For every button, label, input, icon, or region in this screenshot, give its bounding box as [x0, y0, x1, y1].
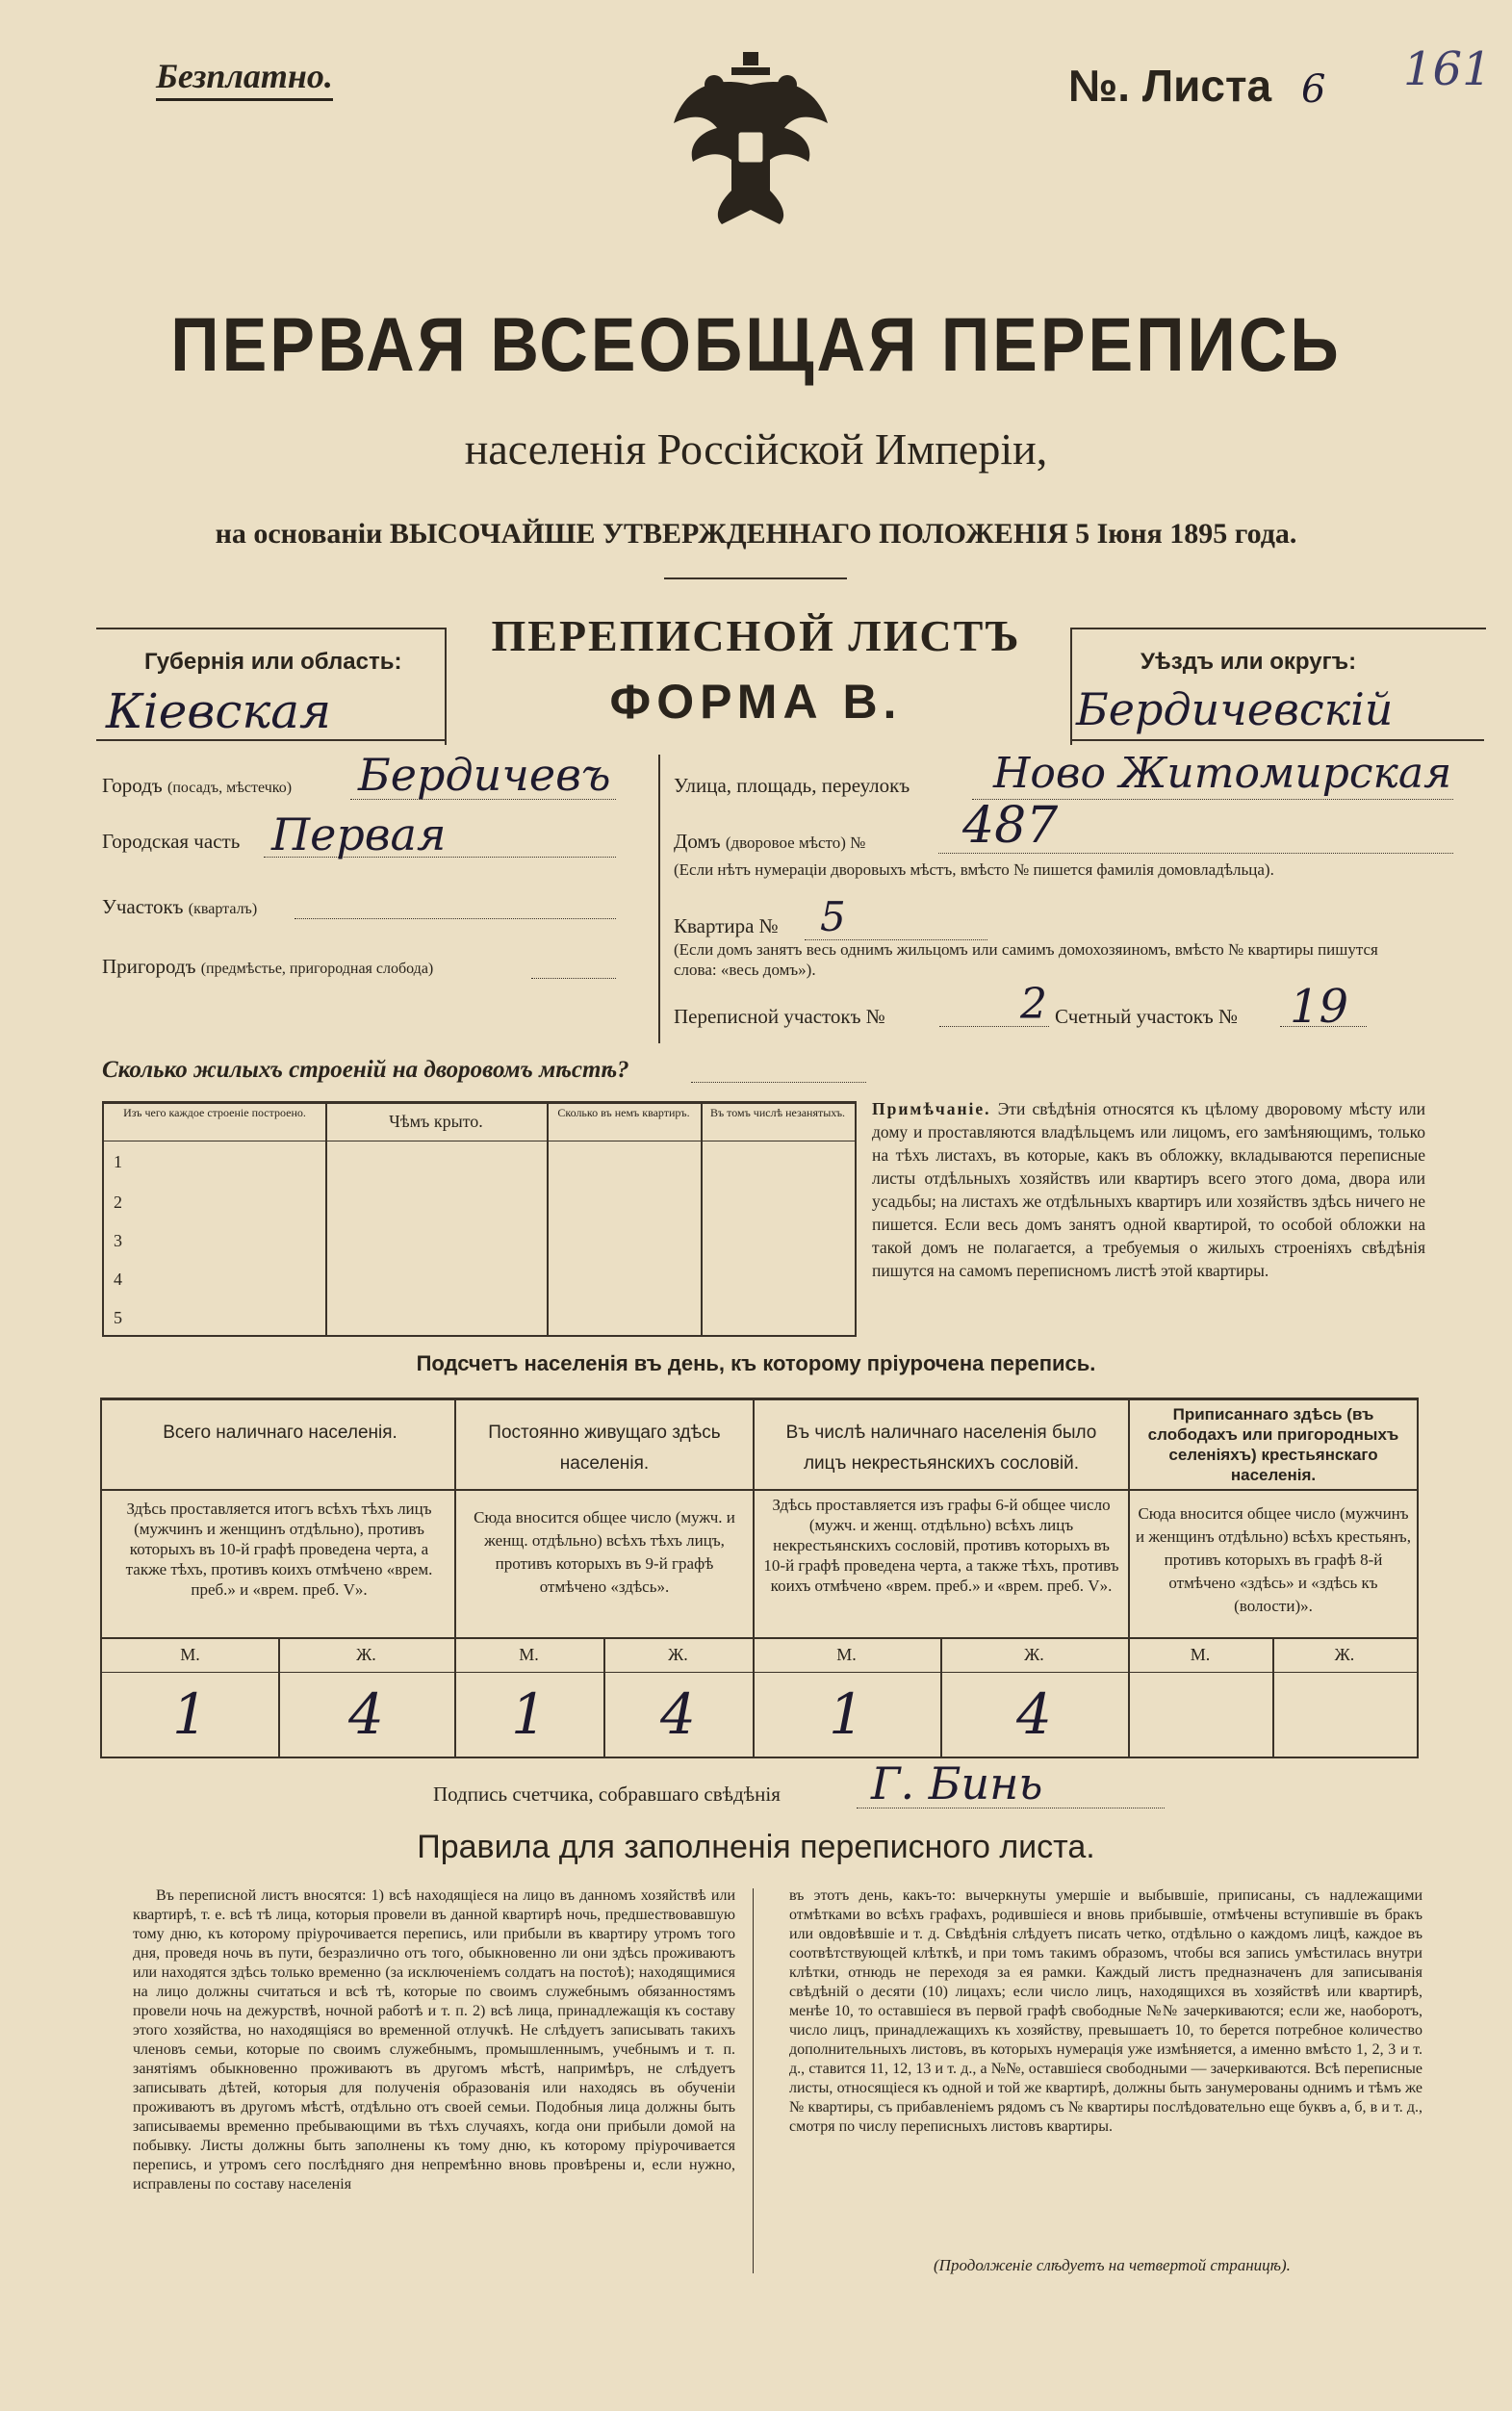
sheet-number-label: №. Листа — [1068, 61, 1272, 111]
signature-value: Г. Бинь — [871, 1757, 1043, 1809]
buildings-header-vacant: Въ томъ числѣ незанятыхъ. — [709, 1106, 846, 1119]
part-label: Городская часть — [102, 830, 241, 853]
suburb-label: Пригородъ — [102, 955, 196, 978]
pop-col2-m-value: 1 — [511, 1681, 547, 1747]
rules-title: Правила для заполненія переписного листа. — [417, 1829, 1095, 1865]
signature-label: Подпись счетчика, собравшаго свѣдѣнія — [433, 1783, 781, 1806]
rules-continued: (Продолженіе слѣдуетъ на четвертой страницѣ). — [934, 2256, 1291, 2274]
census-district-value: 2 — [1020, 980, 1047, 1029]
uezd-label: Уѣздъ или округъ: — [1140, 649, 1357, 675]
house-label: Домъ — [674, 830, 721, 853]
pop-col1-head: Всего наличнаго населенія. — [163, 1423, 397, 1443]
buildings-header-apartments: Сколько въ немъ квартиръ. — [557, 1106, 690, 1119]
gubernia-label: Губернія или область: — [144, 649, 402, 675]
basis-line: на основаніи ВЫСОЧАЙШЕ УТВЕРЖДЕННАГО ПОЛОЖЕНІЯ 5 Іюня 1895 года. — [215, 518, 1297, 550]
suburb-hint: (предмѣстье, пригородная слобода) — [200, 961, 434, 977]
pop-col4-head: Приписаннаго здѣсь (въ слободахъ или пригородныхъ селеніяхъ) крестьянскаго населенія. — [1147, 1405, 1399, 1484]
count-district-value: 19 — [1290, 980, 1349, 1034]
pop-col3-f-label: Ж. — [1024, 1645, 1044, 1664]
main-title: ПЕРВАЯ ВСЕОБЩАЯ ПЕРЕПИСЬ — [170, 302, 1342, 387]
title-divider — [664, 577, 847, 579]
sheet-number-value: 6 — [1301, 67, 1326, 112]
pop-col2-head: Постоянно живущаго здѣсь населенія. — [488, 1423, 721, 1474]
pop-col2-f-label: Ж. — [668, 1645, 688, 1664]
archive-number: 161 — [1403, 42, 1492, 96]
buildings-row-5: 5 — [114, 1308, 122, 1327]
pop-mf-label-divider — [102, 1672, 1417, 1673]
census-district-label: Переписной участокъ № — [674, 1005, 885, 1028]
city-value: Бердичевъ — [358, 749, 611, 801]
census-line — [939, 1026, 1049, 1027]
pop-col3-m-value: 1 — [829, 1681, 864, 1747]
buildings-note-head: Примѣчаніе. — [872, 1099, 991, 1118]
apt-label: Квартира № — [674, 914, 779, 937]
free-label: Безплатно. — [156, 56, 333, 101]
house-field — [674, 830, 865, 854]
suburb-field — [102, 955, 433, 979]
pop-col1-f-label: Ж. — [356, 1645, 376, 1664]
buildings-question-line — [691, 1082, 866, 1083]
pop-col2-m-label: М. — [519, 1645, 539, 1664]
buildings-row-4: 4 — [114, 1270, 122, 1289]
district-hint: (кварталъ) — [188, 901, 258, 917]
gubernia-value: Кіевская — [106, 683, 332, 739]
buildings-header-roof: Чѣмъ крыто. — [389, 1112, 483, 1131]
double-headed-eagle-emblem — [654, 46, 847, 239]
house-value: 487 — [962, 797, 1059, 855]
form-name: ФОРМА В. — [609, 675, 903, 729]
district-label: Участокъ — [102, 895, 184, 918]
pop-col4-desc: Сюда вносится общее число (мужчинъ и женщинъ отдѣльно) всѣхъ крестьянъ, противъ которыхъ въ графѣ 8-й отмѣчено «здѣсь» и «здѣсь къ (волости)». — [1136, 1504, 1411, 1615]
address-divider — [658, 755, 660, 1043]
pop-col2-f-value: 4 — [660, 1681, 696, 1747]
buildings-note-text: Эти свѣдѣнія относятся къ цѣлому дворовому мѣсту или дому и проставляются владѣльцемъ или лицомъ, его замѣняющимъ, только на тѣхъ листахъ, въ которые, какъ въ обложку, вкладываются переписные листы отдѣльныхъ хозяйствъ или квартиръ всего этого дома, двора или усадьбы; на листахъ же отдѣльныхъ квартиръ или хозяйствъ здѣсь ничего не пишется. Если весь домъ занятъ одной квартирой, то особой обложки на такой домъ не полагается, а требуемыя о жилыхъ строеніяхъ свѣдѣнія пишутся на самомъ переписномъ листѣ этой квартиры. — [872, 1099, 1426, 1280]
buildings-question: Сколько жилыхъ строеній на дворовомъ мѣстѣ? — [102, 1057, 629, 1083]
buildings-row-2: 2 — [114, 1193, 122, 1212]
buildings-header-material: Изъ чего каждое строеніе построено. — [123, 1106, 306, 1119]
pop-col2-desc: Сюда вносится общее число (мужч. и женщ. отдѣльно) всѣхъ тѣхъ лицъ, противъ которыхъ въ 9-й графѣ отмѣчено «здѣсь». — [474, 1508, 735, 1596]
part-value: Первая — [271, 808, 447, 860]
buildings-note — [872, 1097, 1425, 1282]
gubernia-underline — [96, 739, 445, 741]
city-field — [102, 774, 292, 798]
city-label: Городъ — [102, 774, 163, 797]
pop-mf-divider — [102, 1637, 1417, 1639]
district-field — [102, 895, 257, 919]
uezd-value: Бердичевскій — [1076, 683, 1394, 735]
apt-note: (Если домъ занятъ весь однимъ жильцомъ или самимъ домохозяиномъ, вмѣсто № квартиры пишутся слова: «весь домъ»). — [674, 940, 1378, 979]
rules-column-divider — [753, 1888, 754, 2273]
pop-col1-m-value: 1 — [172, 1681, 208, 1747]
pop-col1-f-value: 4 — [348, 1681, 384, 1747]
city-line — [350, 799, 616, 800]
sub-title: населенія Россійской Имперіи, — [464, 424, 1048, 474]
buildings-col-divider-2 — [547, 1104, 549, 1335]
population-title: Подсчетъ населенія въ день, къ которому пріурочена перепись. — [416, 1351, 1096, 1375]
street-value: Ново Житомирская — [993, 749, 1452, 798]
buildings-table — [102, 1101, 857, 1337]
pop-col3-m-label: М. — [836, 1645, 857, 1664]
buildings-col-divider-1 — [325, 1104, 327, 1335]
city-hint: (посадъ, мѣстечко) — [167, 780, 293, 796]
buildings-col-divider-3 — [701, 1104, 703, 1335]
pop-col4-f-label: Ж. — [1334, 1645, 1355, 1664]
rules-right-column: въ этотъ день, какъ-то: вычеркнуты умершіе и выбывшіе, приписаны, съ надлежащими отмѣтками во всѣхъ графахъ, родившіеся и вновь прибывшіе, отмѣчены вступившіе въ бракъ или овдовѣвшіе и т. д. Свѣдѣнія слѣдуетъ писать четко, отдѣльно о каждомъ лицѣ, каждое въ соотвѣтствующей клѣткѣ, и при томъ такимъ образомъ, чтобы вся запись умѣстилась внутри клѣтки, отнюдь не переходя за ея рамки. Каждый листъ предназначенъ для записыванія свѣдѣній о десяти (10) лицахъ; если число лицъ, находящихся въ хозяйствѣ или квартирѣ, менѣе 10, то оставшіеся въ первой графѣ свободные №№ зачеркиваются; если же, наоборотъ, число лицъ, принадлежащихъ къ хозяйству, превышаетъ 10, то берется потребное количество дополнительныхъ листовъ, въ которыхъ нумерація уже измѣняется, а именно вмѣсто 1, 2, 3 и т. д., ставится 11, 12, 13 и т. д., а №№, оставшіеся свободными — зачеркиваются. Всѣ переписные листы, относящіеся къ одной и той же квартирѣ, должны быть занумерованы однимъ и тѣмъ же № квартиры, съ прибавленіемъ рядомъ съ № квартиры послѣдовательно еще буквъ а, б, в и т. д., смотря по числу переписныхъ листовъ квартиры. — [789, 1887, 1422, 2135]
population-table — [100, 1398, 1419, 1758]
house-line — [938, 853, 1453, 854]
house-note: (Если нѣтъ нумераціи дворовыхъ мѣстъ, вмѣсто № пишется фамилія домовладѣльца). — [674, 860, 1274, 879]
pop-col1-desc: Здѣсь проставляется итогъ всѣхъ тѣхъ лицъ (мужчинъ и женщинъ отдѣльно), противъ которыхъ въ 10-й графѣ проведена черта, а также тѣхъ, противъ коихъ отмѣчено «врем. преб.» и «врем. преб. V». — [125, 1500, 433, 1599]
district-line — [295, 918, 616, 919]
count-district-label: Счетный участокъ № — [1055, 1005, 1239, 1028]
buildings-row-3: 3 — [114, 1231, 122, 1250]
part-line — [264, 857, 616, 858]
sheet-title: ПЕРЕПИСНОЙ ЛИСТЪ — [491, 611, 1021, 660]
rules-left-column: Въ переписной листъ вносятся: 1) всѣ находящіеся на лицо въ данномъ хозяйствѣ или квартирѣ, т. е. всѣ тѣ лица, которыя провели въ данной квартирѣ ночь, предшествовавшую тому дню, къ которому пріурочивается перепись, или прибыли въ квартиру утромъ того дня, проведя ночь въ пути, безразлично отъ того, обыкновенно ли они здѣсь проживаютъ или находятся здѣсь только временно (за исключеніемъ солдатъ на постоѣ); находящимися на лицо должны считаться и всѣ тѣ, которые по своимъ служебнымъ обязанностямъ провели ночь на дежурствѣ, ночной работѣ и т. п. 2) всѣ лица, принадлежащія къ составу этого хозяйства, но находящіяся во временной отлучкѣ. Не слѣдуетъ записывать такихъ членовъ семьи, которые по своимъ служебнымъ, промышленнымъ, учебнымъ и т. п. занятіямъ обыкновенно проживаютъ въ другомъ мѣстѣ, напримѣръ, не слѣдуетъ записывать дѣтей, которыя для полученія образованія или находясь въ обученіи проживаютъ въ другомъ мѣстѣ, отдѣльно отъ своей семьи. Подобныя лица должны быть записываемы временно пребывающими въ тѣхъ случаяхъ, когда они прибыли домой на побывку. Листы должны быть заполнены къ тому дню, къ которому пріурочивается перепись, и утромъ сего послѣдняго дня непремѣнно вновь провѣрены и, если нужно, исправлены по составу населенія — [133, 1887, 735, 2193]
pop-col4-m-label: М. — [1190, 1645, 1211, 1664]
pop-head-divider — [102, 1489, 1417, 1491]
pop-col3-head: Въ числѣ наличнаго населенія было лицъ некрестьянскихъ сословій. — [785, 1423, 1097, 1474]
pop-col1-m-label: М. — [180, 1645, 200, 1664]
street-label: Улица, площадь, переулокъ — [674, 774, 910, 797]
pop-col-divider-3 — [1128, 1400, 1130, 1757]
count-line — [1280, 1026, 1367, 1027]
apt-value: 5 — [820, 893, 846, 940]
pop-col3-f-value: 4 — [1016, 1681, 1052, 1747]
suburb-line — [531, 978, 616, 979]
uezd-underline — [1070, 739, 1484, 741]
house-hint: (дворовое мѣсто) № — [725, 834, 866, 852]
pop-col3-desc: Здѣсь проставляется изъ графы 6-й общее число (мужч. и женщ. отдѣльно) всѣхъ лицъ некрестьянскихъ сословій, противъ которыхъ въ 10-й графѣ проведена черта, а также тѣхъ, противъ коихъ отмѣчено «врем. преб.» и «врем. преб. V». — [763, 1496, 1119, 1595]
buildings-row-1: 1 — [114, 1152, 122, 1171]
